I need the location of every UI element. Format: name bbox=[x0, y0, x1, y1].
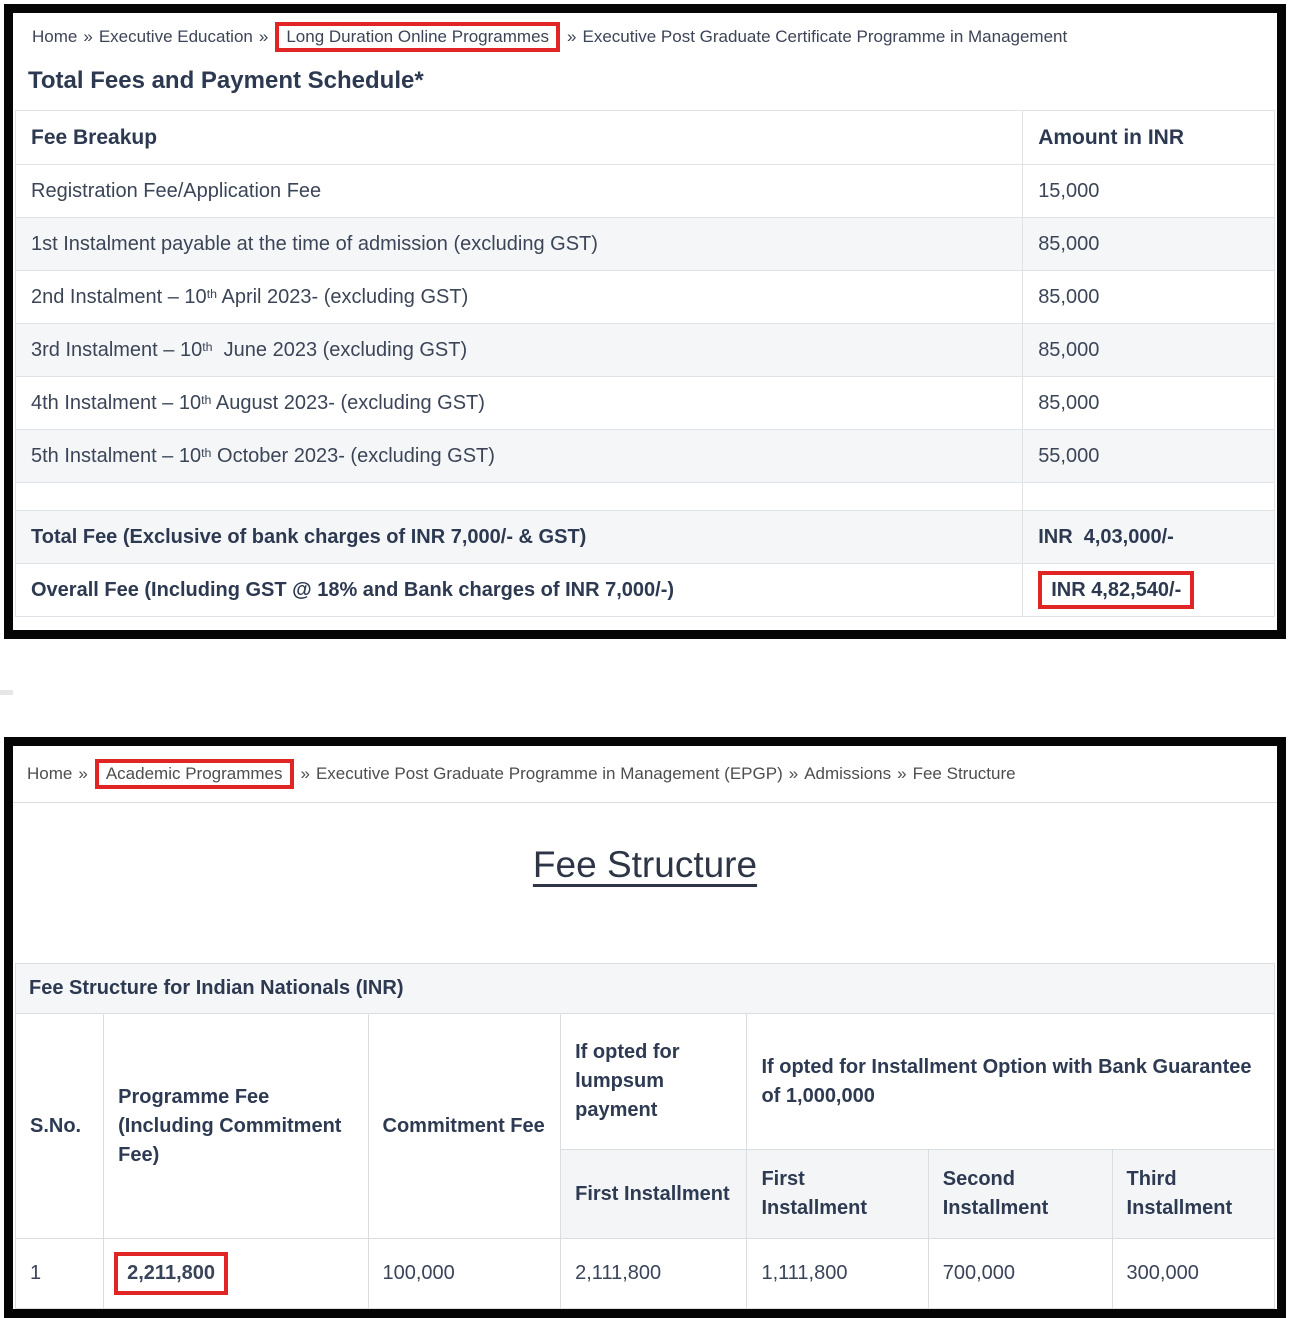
fee-label-cell bbox=[16, 271, 1023, 324]
fee-label-text: 2nd Instalment – 10 bbox=[31, 286, 207, 309]
breadcrumb-fee-structure-current: Fee Structure bbox=[912, 764, 1016, 783]
stray-mark bbox=[0, 690, 13, 695]
second-installment-cell: 700,000 bbox=[928, 1239, 1112, 1309]
breadcrumb bbox=[13, 746, 1277, 803]
fee-amount-cell: 85,000 bbox=[1023, 377, 1275, 430]
table-header-row bbox=[16, 111, 1275, 165]
empty-spacer-row bbox=[16, 483, 1275, 511]
table-caption: Fee Structure for Indian Nationals (INR) bbox=[15, 963, 1275, 1013]
fee-label-cell bbox=[16, 165, 1023, 218]
empty-cell bbox=[1023, 483, 1275, 511]
breadcrumb-epgp-link[interactable]: Executive Post Graduate Programme in Management (EPGP) bbox=[315, 764, 783, 783]
lumpsum-group-header: If opted for lumpsum payment bbox=[561, 1014, 747, 1150]
fee-label-text: October 2023- (excluding GST) bbox=[211, 445, 495, 468]
overall-fee-amount-cell bbox=[1023, 564, 1275, 617]
breadcrumb-separator: » bbox=[300, 764, 310, 783]
lumpsum-first-installment-cell: 2,111,800 bbox=[561, 1239, 747, 1309]
page-title: Fee Structure bbox=[532, 844, 758, 885]
ordinal-superscript: th bbox=[202, 339, 213, 354]
breadcrumb-executive-education-link[interactable]: Executive Education bbox=[98, 27, 253, 46]
first-installment-header: First Installment bbox=[747, 1150, 928, 1239]
third-installment-header: Third Installment bbox=[1112, 1150, 1274, 1239]
total-fee-row bbox=[16, 511, 1275, 564]
breadcrumb-separator: » bbox=[83, 27, 93, 46]
amount-column-header: Amount in INR bbox=[1023, 111, 1275, 165]
table-row bbox=[16, 430, 1275, 483]
third-installment-cell: 300,000 bbox=[1112, 1239, 1274, 1309]
overall-fee-highlight-box: INR 4,82,540/- bbox=[1038, 571, 1194, 609]
fee-label-text: 5th Instalment – 10 bbox=[31, 445, 202, 468]
fee-label-cell bbox=[16, 218, 1023, 271]
ordinal-superscript: th bbox=[201, 392, 212, 407]
fee-label-cell bbox=[16, 377, 1023, 430]
breadcrumb-programme-current: Executive Post Graduate Certificate Programme in Management bbox=[582, 27, 1068, 46]
fee-amount-cell: 85,000 bbox=[1023, 271, 1275, 324]
table-row bbox=[16, 377, 1275, 430]
breadcrumb-admissions-link[interactable]: Admissions bbox=[804, 764, 892, 783]
table-row bbox=[16, 165, 1275, 218]
fee-structure-table-container bbox=[15, 963, 1275, 1309]
table-header-row bbox=[16, 1014, 1275, 1150]
fee-structure-screenshot-panel bbox=[4, 737, 1286, 1318]
overall-fee-label-cell: Overall Fee (Including GST @ 18% and Bank charges of INR 7,000/-) bbox=[16, 564, 1023, 617]
table-row bbox=[16, 324, 1275, 377]
fee-structure-table bbox=[15, 1013, 1275, 1309]
empty-cell bbox=[16, 483, 1023, 511]
total-fee-label-cell: Total Fee (Exclusive of bank charges of INR 7,000/- & GST) bbox=[16, 511, 1023, 564]
fee-breakup-table bbox=[15, 110, 1275, 617]
breadcrumb-long-duration-link-highlighted[interactable]: Long Duration Online Programmes bbox=[275, 22, 560, 52]
programme-fee-cell bbox=[104, 1239, 368, 1309]
breadcrumb-home-link[interactable]: Home bbox=[32, 27, 78, 46]
fee-label-text: 1st Instalment payable at the time of admission (excluding GST) bbox=[31, 233, 598, 256]
commitment-fee-cell: 100,000 bbox=[368, 1239, 561, 1309]
second-installment-header: Second Installment bbox=[928, 1150, 1112, 1239]
fee-label-text: April 2023- (excluding GST) bbox=[217, 286, 469, 309]
fee-label-cell bbox=[16, 430, 1023, 483]
sno-cell: 1 bbox=[16, 1239, 104, 1309]
fees-schedule-screenshot-panel bbox=[4, 4, 1286, 639]
breadcrumb-separator: » bbox=[78, 764, 88, 783]
fee-label-text: August 2023- (excluding GST) bbox=[211, 392, 485, 415]
fee-label-text: 3rd Instalment – 10 bbox=[31, 339, 203, 362]
page-title: Total Fees and Payment Schedule* bbox=[28, 67, 424, 94]
sno-column-header: S.No. bbox=[16, 1014, 104, 1239]
fee-amount-cell: 15,000 bbox=[1023, 165, 1275, 218]
ordinal-superscript: th bbox=[201, 445, 212, 460]
total-fee-amount-cell: INR 4,03,000/- bbox=[1023, 511, 1275, 564]
fee-label-cell bbox=[16, 324, 1023, 377]
first-installment-cell: 1,111,800 bbox=[747, 1239, 928, 1309]
lumpsum-first-installment-header: First Installment bbox=[561, 1150, 747, 1239]
fee-amount-cell: 55,000 bbox=[1023, 430, 1275, 483]
overall-fee-row bbox=[16, 564, 1275, 617]
breadcrumb-academic-programmes-link-highlighted[interactable]: Academic Programmes bbox=[95, 759, 294, 789]
breadcrumb-home-link[interactable]: Home bbox=[27, 764, 73, 783]
fee-amount-cell: 85,000 bbox=[1023, 324, 1275, 377]
programme-fee-column-header: Programme Fee (Including Commitment Fee) bbox=[104, 1014, 368, 1239]
table-row bbox=[16, 218, 1275, 271]
installment-option-group-header: If opted for Installment Option with Bank Guarantee of 1,000,000 bbox=[747, 1014, 1275, 1150]
fee-breakup-column-header: Fee Breakup bbox=[16, 111, 1023, 165]
ordinal-superscript: th bbox=[206, 286, 218, 301]
breadcrumb-separator: » bbox=[258, 27, 269, 46]
fee-label-text: June 2023 (excluding GST) bbox=[212, 339, 468, 362]
fee-amount-cell: 85,000 bbox=[1023, 218, 1275, 271]
commitment-fee-column-header: Commitment Fee bbox=[368, 1014, 561, 1239]
programme-fee-highlight-box: 2,211,800 bbox=[114, 1252, 228, 1295]
fee-label-text: Registration Fee/Application Fee bbox=[31, 180, 322, 203]
breadcrumb-separator: » bbox=[567, 27, 577, 46]
breadcrumb-separator: » bbox=[897, 764, 907, 783]
breadcrumb bbox=[32, 22, 1277, 52]
breadcrumb-separator: » bbox=[788, 764, 799, 783]
table-row bbox=[16, 271, 1275, 324]
fee-label-text: 4th Instalment – 10 bbox=[31, 392, 202, 415]
table-row bbox=[16, 1239, 1275, 1309]
